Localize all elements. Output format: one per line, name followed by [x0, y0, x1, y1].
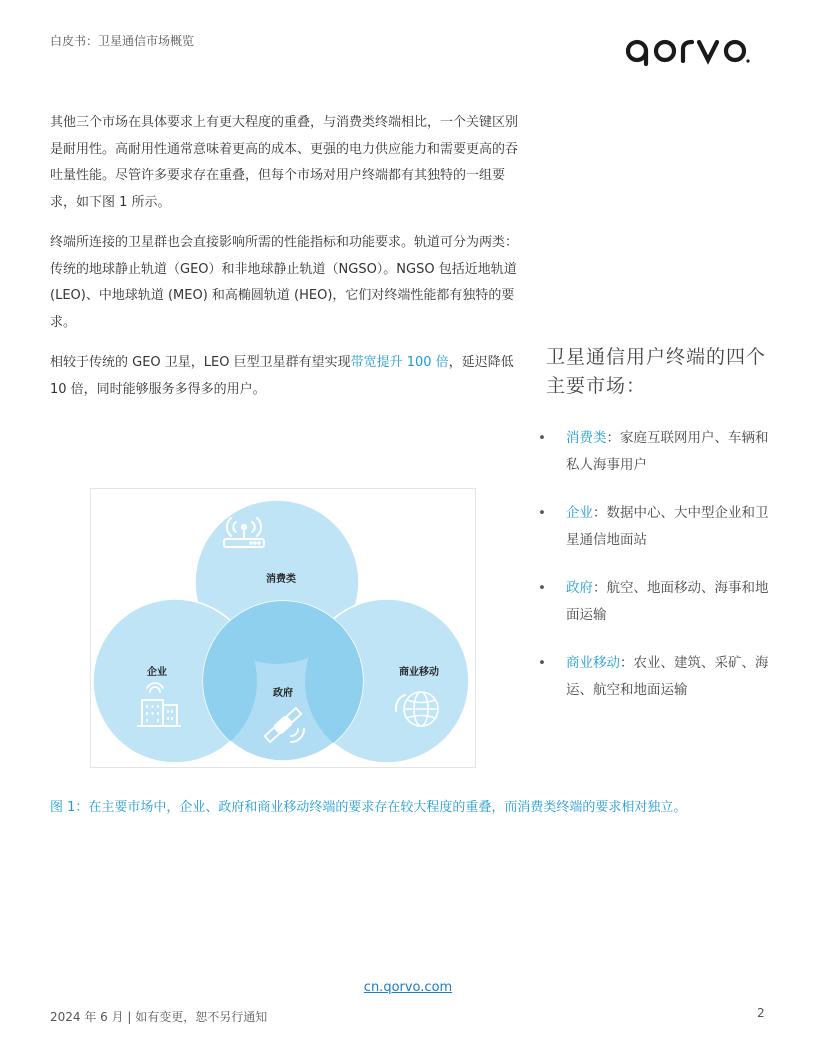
sidebar-heading: 卫星通信用户终端的四个主要市场： — [546, 346, 767, 397]
main-content — [50, 110, 518, 417]
figure-caption: 图 1：在主要市场中，企业、政府和商业移动终端的要求存在较大程度的重叠，而消费类终端的要求相对独立。 — [50, 800, 687, 815]
list-item-enterprise — [538, 500, 770, 554]
venn-diagram-figure — [90, 488, 476, 768]
markets-list — [538, 425, 770, 725]
desc-enterprise: ：数据中心、大中型企业和卫星通信地面站 — [566, 505, 769, 548]
list-item-consumer — [538, 425, 770, 479]
list-item-commercial-mobile — [538, 650, 770, 704]
list-item-government — [538, 575, 770, 629]
term-consumer: 消费类 — [566, 430, 607, 446]
term-enterprise: 企业 — [566, 505, 593, 521]
bandwidth-highlight: 带宽提升 100 倍 — [350, 355, 449, 370]
bullet-icon: • — [538, 505, 546, 521]
paragraph-orbits: 终端所连接的卫星群也会直接影响所需的性能指标和功能要求。轨道可分为两类：传统的地球静止轨道（GEO）和非地球静止轨道（NGSO）。NGSO 包括近地轨道 (LEO)、中地球轨道 (MEO) 和高椭圆轨道 (HEO)，它们对终端性能都有独特的要求。 — [50, 235, 519, 330]
venn-diagram — [91, 489, 475, 767]
term-government: 政府 — [566, 580, 593, 596]
label-commercial-mobile: 商业移动 — [399, 667, 439, 678]
label-government: 政府 — [273, 688, 293, 699]
footer-date: 2024 年 6 月 | 如有变更，恕不另行通知 — [50, 1010, 268, 1024]
leo-text-start: 相较于传统的 GEO 卫星，LEO 巨型卫星群有望实现 — [50, 355, 351, 370]
leo-text-end: ，延迟降低 10 倍，同时能够服务多得多的用户。 — [50, 355, 514, 397]
term-commercial-mobile: 商业移动 — [566, 655, 620, 671]
desc-consumer: ：家庭互联网用户、车辆和私人海事用户 — [566, 430, 769, 473]
desc-government: ：航空、地面移动、海事和地面运输 — [566, 580, 769, 623]
bullet-icon: • — [538, 655, 546, 671]
label-enterprise: 企业 — [147, 667, 167, 678]
paragraph-durability: 其他三个市场在具体要求上有更大程度的重叠，与消费类终端相比，一个关键区别是耐用性。高耐用性通常意味着更高的成本、更强的电力供应能力和需要更高的吞吐量性能。尽管许多要求存在重叠，但每个市场对用户终端都有其独特的一组要求，如下图 1 所示。 — [50, 115, 519, 210]
bullet-icon: • — [538, 580, 546, 596]
label-consumer: 消费类 — [266, 574, 296, 585]
bullet-icon: • — [538, 430, 546, 446]
document-title: 白皮书：卫星通信市场概览 — [50, 34, 195, 48]
page-number: 2 — [757, 1006, 765, 1020]
website-link[interactable]: cn.qorvo.com — [363, 980, 453, 995]
desc-commercial-mobile: ：农业、建筑、采矿、海运、航空和地面运输 — [566, 655, 769, 698]
qorvo-logo — [624, 30, 764, 72]
paragraph-leo — [50, 350, 518, 403]
